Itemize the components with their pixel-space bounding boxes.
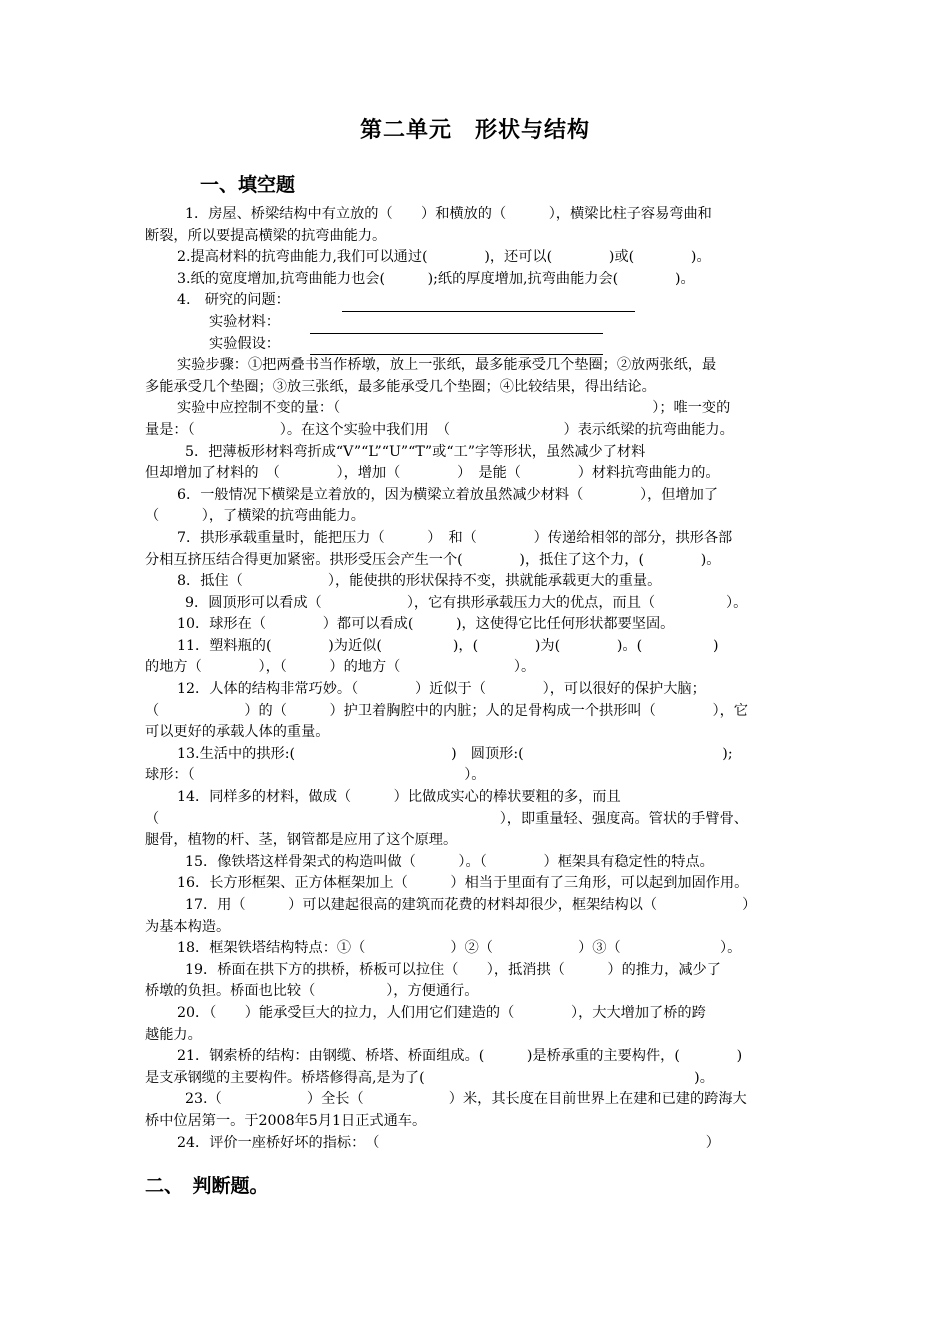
question-line: 4. 研究的问题： [177, 292, 290, 309]
question-4-row [145, 290, 810, 312]
question-line: 腿骨，植物的杆、茎，钢管都是应用了这个原理。 [145, 832, 458, 849]
question-line: 多能承受几个垫圈；③放三张纸，最多能承受几个垫圈；④比较结果，得出结论。 [145, 378, 656, 395]
section-heading-true-false: 二、 判断题。 [145, 1175, 269, 1197]
question-line: 实验步骤：①把两叠书当作桥墩，放上一张纸，最多能承受几个垫圈；②放两张纸，最 [177, 357, 717, 374]
question-line: 15．像铁塔这样骨架式的构造叫做（ ）。（ ）框架具有稳定性的特点。 [185, 853, 714, 870]
question-line: 量是：（ ）。在这个实验中我们用 （ ）表示纸梁的抗弯曲能力。 [145, 421, 734, 438]
question-line: 可以更好的承载人体的重量。 [145, 724, 330, 741]
question-line: 21．钢索桥的结构：由钢缆、桥塔、桥面组成。( )是桥承重的主要构件，( ) [177, 1048, 743, 1065]
question-line: 是支承钢缆的主要构件。桥塔修得高,是为了( )。 [145, 1069, 714, 1086]
question-line: 分相互挤压结合得更加紧密。拱形受压会产生一个( )，抵住了这个力，( )。 [145, 551, 721, 568]
question-line: 6．一般情况下横梁是立着放的，因为横梁立着放虽然减少材料（ ），但增加了 [177, 486, 719, 503]
question-line: 19．桥面在拱下方的拱桥，桥板可以拉住（ ），抵消拱（ ）的推力，减少了 [185, 961, 721, 978]
question-line: 2.提高材料的抗弯曲能力,我们可以通过( )，还可以( )或( )。 [177, 249, 711, 266]
question-4-row [145, 312, 810, 334]
question-line: 球形：（ ）。 [145, 767, 486, 784]
question-line: 10．球形在（ ）都可以看成( )，这使得它比任何形状都要坚固。 [177, 616, 675, 633]
question-line: 13.生活中的拱形:( ) 圆顶形:( ); [177, 745, 733, 762]
question-line: 桥中位居第一。于2008年5月1日正式通车。 [145, 1112, 427, 1129]
question-line: （ ），即重量轻、强度高。管状的手臂骨、 [145, 810, 748, 827]
page-title: 第二单元 形状与结构 [359, 118, 590, 143]
question-line: （ ），了横梁的抗弯曲能力。 [145, 508, 365, 525]
question-line: 实验材料： [209, 313, 280, 330]
question-line: 12．人体的结构非常巧妙。（ ）近似于（ ），可以很好的保护大脑； [177, 681, 706, 698]
question-line: 1．房屋、桥梁结构中有立放的（ ）和横放的（ ），横梁比柱子容易弯曲和 [185, 206, 712, 222]
question-line: 断裂，所以要提高横梁的抗弯曲能力。 [145, 227, 387, 244]
question-line: 5．把薄板形材料弯折成“V”“L”“U”“T”或“工”字等形状，虽然减少了材料 [185, 443, 646, 460]
question-line: 桥墩的负担。桥面也比较（ ），方便通行。 [145, 983, 479, 1000]
question-line: 8．抵住（ ），能使拱的形状保持不变，拱就能承载更大的重量。 [177, 573, 662, 590]
question-line: 17．用（ ）可以建起很高的建筑而花费的材料却很少，框架结构以（ ） [185, 897, 757, 913]
answer-underline[interactable] [310, 339, 603, 355]
question-line: 的地方（ ），（ ）的地方（ ）。 [145, 659, 536, 676]
section-heading-fill-in: 一、填空题 [200, 174, 296, 196]
question-line: （ ）的（ ）护卫着胸腔中的内脏；人的足骨构成一个拱形叫（ ），它 [145, 702, 748, 719]
question-line: 但却增加了材料的 （ ），增加（ ） 是能（ ）材料抗弯曲能力的。 [145, 465, 720, 482]
answer-underline[interactable] [342, 296, 635, 312]
question-line: 越能力。 [145, 1026, 202, 1043]
question-line: 3.纸的宽度增加,抗弯曲能力也会( );纸的厚度增加,抗弯曲能力会( )。 [177, 270, 695, 287]
question-line: 11．塑料瓶的( )为近似( )，( )为( )。( ) [177, 637, 719, 654]
question-line: 23.（ ）全长（ ）米，其长度在目前世界上在建和已建的跨海大 [185, 1091, 747, 1108]
question-4-row [145, 334, 810, 356]
question-list [145, 204, 810, 1154]
question-line: 实验假设： [209, 335, 280, 352]
question-line: 14．同样多的材料，做成（ ）比做成实心的棒状要粗的多，而且 [177, 789, 621, 806]
question-line: 9．圆顶形可以看成（ ），它有拱形承载压力大的优点，而且（ ）。 [185, 594, 748, 611]
question-line: 20．（ ）能承受巨大的拉力，人们用它们建造的（ ），大大增加了桥的跨 [177, 1004, 706, 1021]
question-line: 18．框架铁塔结构特点：①（ ）②（ ）③（ ）。 [177, 940, 742, 957]
question-line: 7．拱形承载重量时，能把压力（ ） 和（ ）传递给相邻的部分，拱形各部 [177, 529, 733, 546]
question-line: 16．长方形框架、正方体框架加上（ ）相当于里面有了三角形，可以起到加固作用。 [177, 875, 749, 892]
question-line: 实验中应控制不变的量：（ ）；唯一变的 [177, 400, 731, 417]
question-line: 为基本构造。 [145, 918, 231, 935]
answer-underline[interactable] [310, 318, 603, 334]
question-line: 24．评价一座桥好坏的指标： （ ） [177, 1134, 720, 1151]
